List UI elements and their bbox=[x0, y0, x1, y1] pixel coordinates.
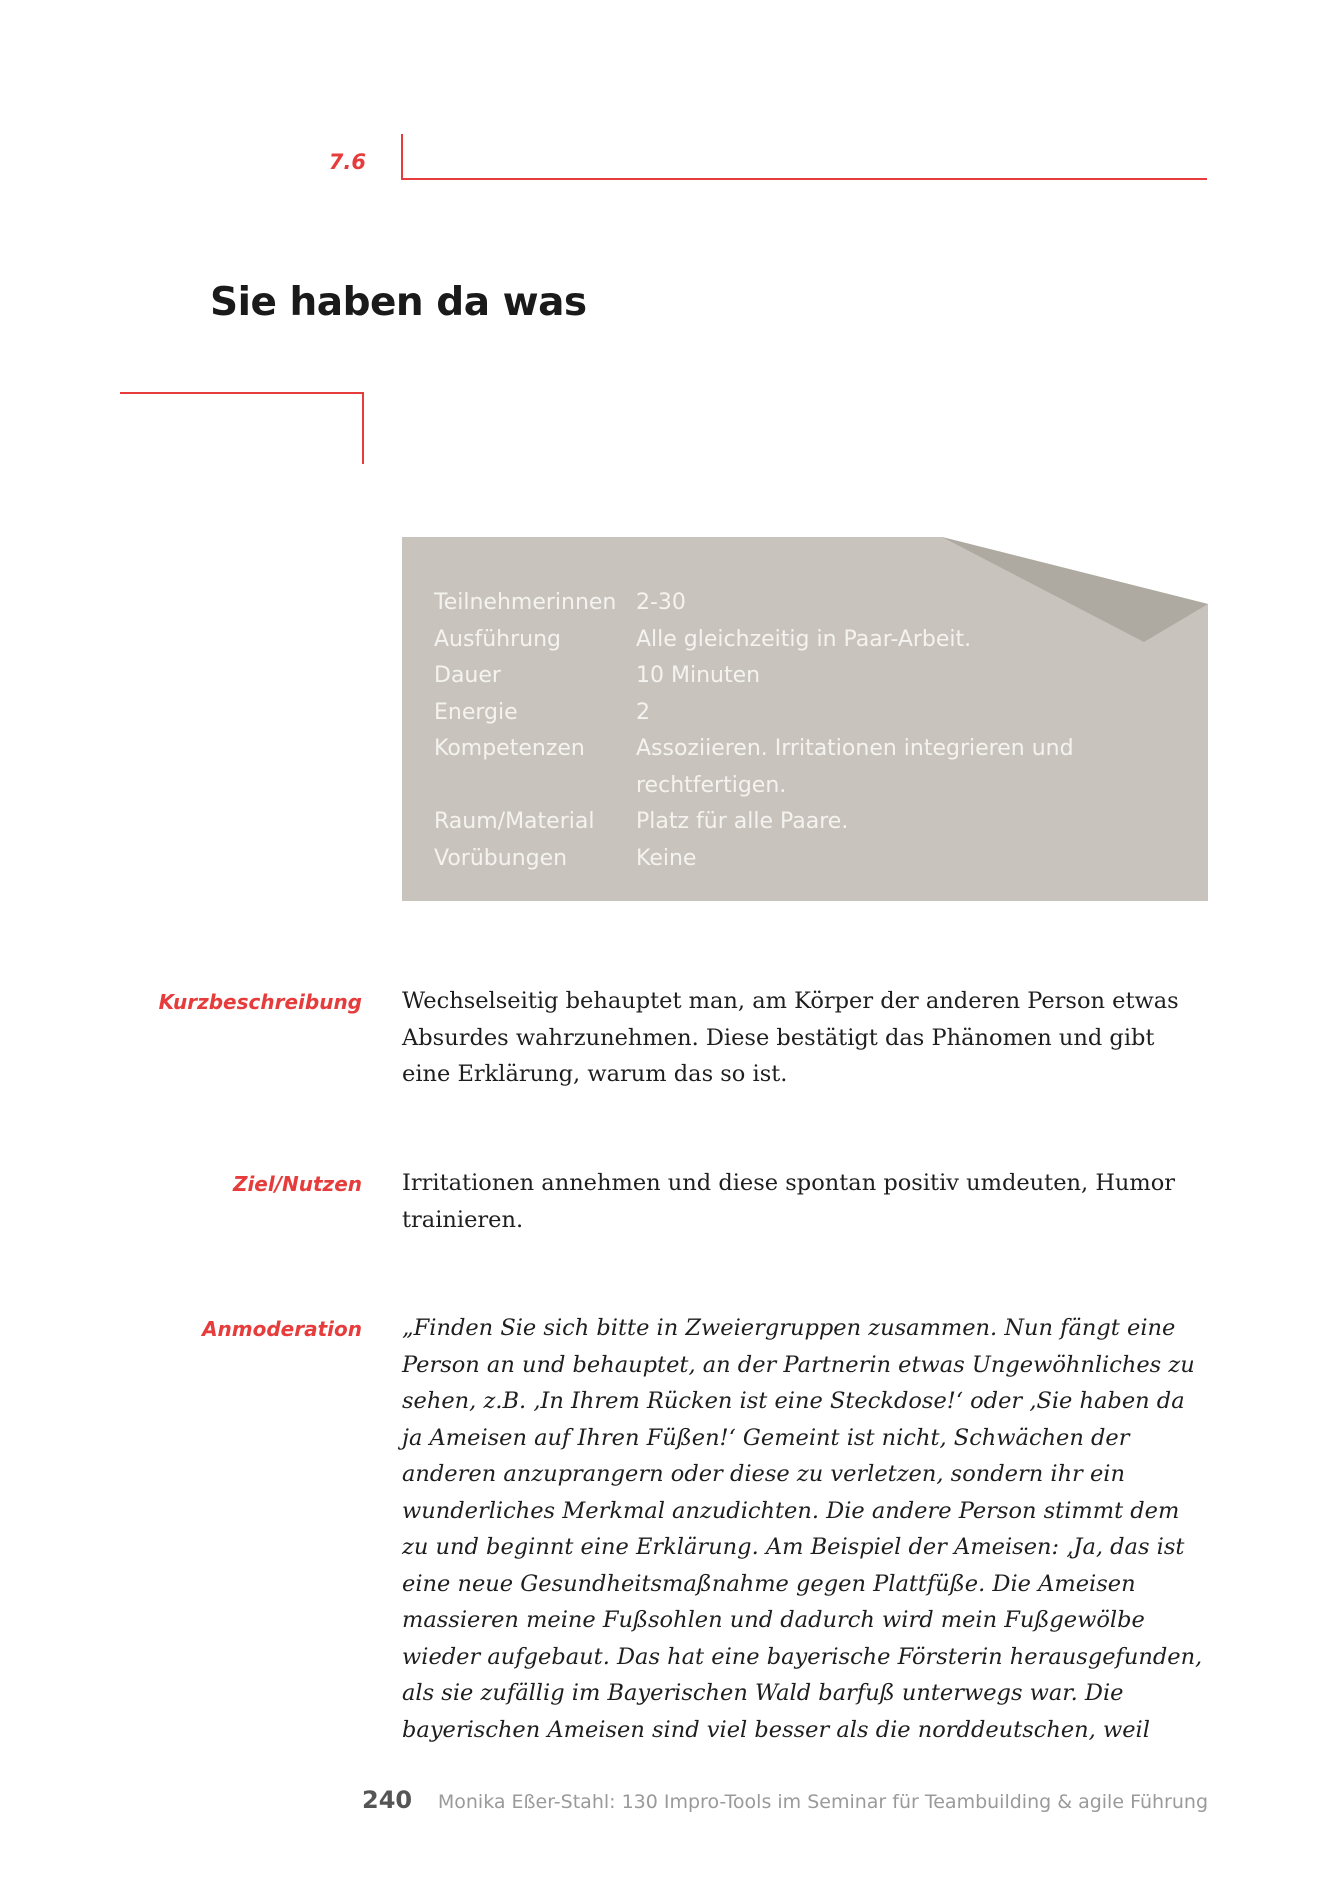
info-row bbox=[434, 804, 1116, 841]
ziel-nutzen-label: Ziel/Nutzen bbox=[232, 1172, 362, 1196]
header-rule-vertical bbox=[401, 134, 403, 180]
page-number: 240 bbox=[362, 1786, 413, 1814]
info-value: Assoziieren. Irritationen integrieren und rechtfertigen. bbox=[636, 736, 1074, 798]
info-value: 10 Minuten bbox=[636, 663, 761, 688]
info-card bbox=[402, 537, 1208, 901]
info-row bbox=[434, 658, 1116, 695]
ziel-nutzen-text: Irritationen annehmen und diese spontan positiv umdeuten, Humor trainieren. bbox=[402, 1170, 1176, 1233]
info-value: 2-30 bbox=[636, 590, 686, 615]
info-row bbox=[434, 731, 1116, 804]
info-key: Ausführung bbox=[434, 626, 561, 652]
info-key: Kompetenzen bbox=[434, 736, 585, 761]
kurzbeschreibung-text: Wechselseitig behauptet man, am Körper der anderen Person etwas Absurdes wahrzunehmen. Diese bestätigt das Phänomen und gibt eine Erklärung, warum das so ist. bbox=[402, 988, 1179, 1087]
info-row bbox=[434, 695, 1116, 732]
info-table bbox=[434, 585, 1116, 877]
footer-citation: Monika Eßer-Stahl: 130 Impro-Tools im Seminar für Teambuilding & agile Führung bbox=[437, 1791, 1208, 1813]
page-title: Sie haben da was bbox=[210, 280, 587, 325]
anmoderation-text: „Finden Sie sich bitte in Zweiergruppen zusammen. Nun fängt eine Person an und behauptet, an der Partnerin etwas Ungewöhnliches zu sehen, z.B. ‚In Ihrem Rücken ist eine Steckdose!‘ oder ‚Sie haben da ja Ameisen auf Ihren Füßen!‘ Gemeint ist nicht, Schwächen der anderen anzuprangern oder diese zu verletzen, sondern ihr ein wunderliches Merkmal anzudichten. Die andere Person stimmt dem zu und beginnt eine Erklärung. Am Beispiel der Ameisen: ‚Ja, das ist eine neue Gesundheitsmaßnahme gegen Plattfüße. Die Ameisen massieren meine Fußsohlen und dadurch wird mein Fußgewölbe wieder aufgebaut. Das hat eine bayerische Försterin herausgefunden, als sie zufällig im Bayerischen Wald barfuß unterwegs war. Die bayerischen Ameisen sind viel besser als die norddeutschen, weil bbox=[402, 1315, 1203, 1743]
info-row bbox=[434, 622, 1116, 659]
corner-rule-horizontal bbox=[120, 392, 364, 394]
info-value: Alle gleichzeitig in Paar-Arbeit. bbox=[636, 626, 972, 652]
info-row bbox=[434, 841, 1116, 878]
section-number: 7.6 bbox=[328, 150, 366, 174]
info-key: Energie bbox=[434, 699, 518, 725]
info-value: 2 bbox=[636, 699, 650, 725]
info-value: Platz für alle Paare. bbox=[636, 809, 849, 834]
info-key: Teilnehmerinnen bbox=[434, 590, 617, 615]
corner-rule-vertical bbox=[362, 392, 364, 464]
info-key: Vorübungen bbox=[434, 845, 568, 871]
anmoderation-label: Anmoderation bbox=[202, 1317, 362, 1341]
info-key: Raum/Material bbox=[434, 809, 595, 834]
kurzbeschreibung-label: Kurzbeschreibung bbox=[158, 990, 362, 1014]
header-rule-horizontal bbox=[401, 178, 1207, 180]
info-row bbox=[434, 585, 1116, 622]
info-key: Dauer bbox=[434, 663, 501, 688]
info-value: Keine bbox=[636, 845, 697, 871]
